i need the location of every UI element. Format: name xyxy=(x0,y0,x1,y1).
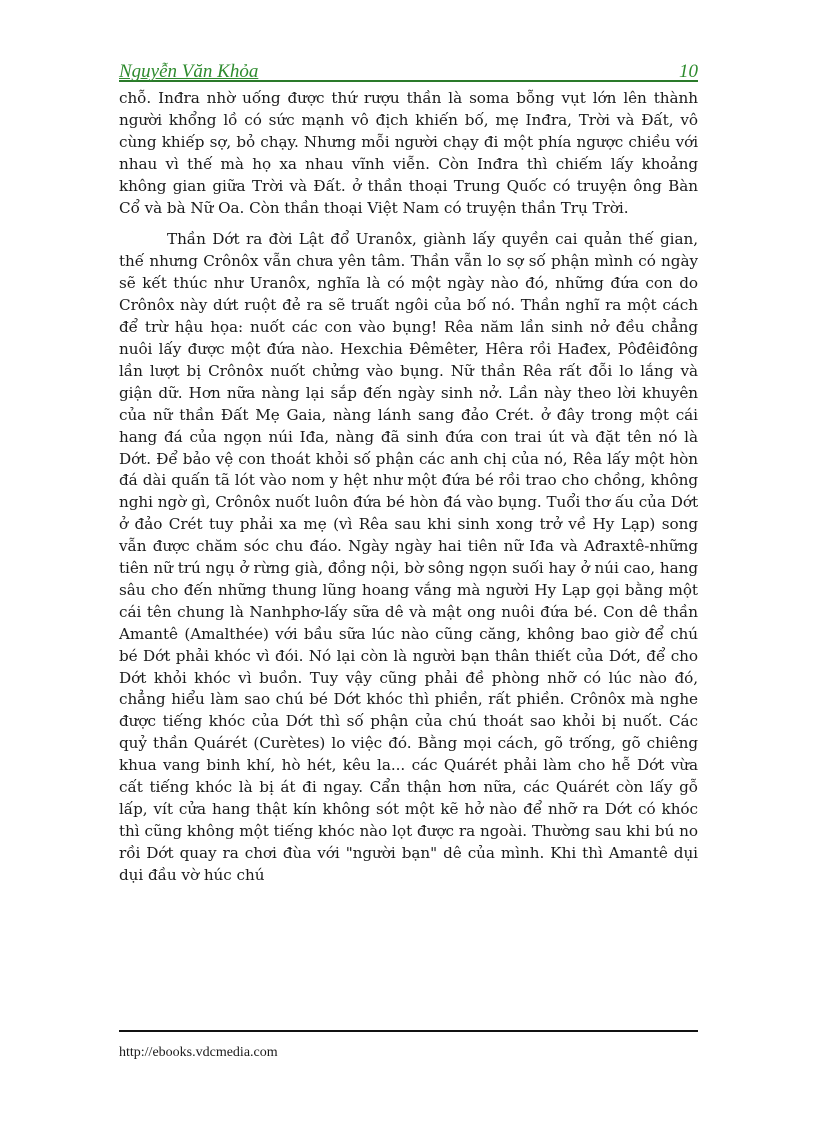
page-body xyxy=(119,88,698,897)
page-number: 10 xyxy=(679,61,698,82)
footer-url-link[interactable]: http://ebooks.vdcmedia.com xyxy=(119,1045,278,1060)
paragraph-2: Thần Dớt ra đời Lật đổ Uranôx, giành lấy quyền cai quản thế gian, thế nhưng Crônôx vẫn chưa yên tâm. Thần vẫn lo sợ số phận mình có ngày sẽ kết thúc như Uranôx, nghĩa là có một ngày nào đó, những đứa con do Crônôx này dứt ruột đẻ ra sẽ truất ngôi của bố nó. Thần nghĩ ra một cách để trừ hậu họa: nuốt các con vào bụng! Rêa năm lần sinh nở đều chẳng nuôi lấy được một đứa nào. Hexchia Đêmêter, Hêra rồi Hađex, Pôđêiđông lần lượt bị Crônôx nuốt chửng vào bụng. Nữ thần Rêa rất đỗi lo lắng và giận dữ. Hơn nữa nàng lại sắp đến ngày sinh nở. Lần này theo lời khuyên của nữ thần Đất Mẹ Gaia, nàng lánh sang đảo Crét. ở đây trong một cái hang đá của ngọn núi Iđa, nàng đã sinh đứa con trai út và đặt tên nó là Dớt. Để bảo vệ con thoát khỏi số phận các anh chị của nó, Rêa lấy một hòn đá dài quấn tã lót vào nom y hệt như một đứa bé rồi trao cho chồng, không nghi ngờ gì, Crônôx nuốt luôn đứa bé hòn đá vào bụng. Tuổi thơ ấu của Dớt ở đảo Crét tuy phải xa mẹ (vì Rêa sau khi sinh xong trở về Hy Lạp) song vẫn được chăm sóc chu đáo. Ngày ngày hai tiên nữ Iđa và Ađraxtê-những tiên nữ trú ngụ ở rừng già, đồng nội, bờ sông ngọn suối hay ở núi cao, hang sâu cho đến những thung lũng hoang vắng mà người Hy Lạp gọi bằng một cái tên chung là Nanhphơ-lấy sữa dê và mật ong nuôi đứa bé. Con dê thần Amantê (Amalthée) với bầu sữa lúc nào cũng căng, không bao giờ để chú bé Dớt phải khóc vì đói. Nó lại còn là người bạn thân thiết của Dớt, để cho Dớt khỏi khóc vì buồn. Tuy vậy cũng phải đề phòng nhỡ có lúc nào đó, chẳng hiểu làm sao chú bé Dớt khóc thì phiền, rất phiền. Crônôx mà nghe được tiếng khóc của Dớt thì số phận của chú thoát sao khỏi bị nuốt. Các quỷ thần Quárét (Curètes) lo việc đó. Bằng mọi cách, gõ trống, gõ chiêng khua vang binh khí, hò hét, kêu la... các Quárét phải làm cho hễ Dớt vừa cất tiếng khóc là bị át đi ngay. Cẩn thận hơn nữa, các Quárét còn lấy gỗ lấp, vít cửa hang thật kín không sót một kẽ hở nào để nhỡ ra Dớt có khóc thì cũng không một tiếng khóc nào lọt được ra ngoài. Thường sau khi bú no rồi Dớt quay ra chơi đùa với "người bạn" dê của mình. Khi thì Amantê dụi dụi đầu vờ húc chú xyxy=(119,230,698,884)
footer-divider xyxy=(119,1030,698,1032)
page-header xyxy=(119,58,698,82)
header-author: Nguyễn Văn Khỏa xyxy=(119,61,259,82)
paragraph-1: chỗ. Inđra nhờ uống được thứ rượu thần là soma bỗng vụt lớn lên thành người khổng lồ có sức mạnh vô địch khiến bố, mẹ Inđra, Trời và Đất, vô cùng khiếp sợ, bỏ chạy. Nhưng mỗi người chạy đi một phía ngược chiều với nhau vì thế mà họ xa nhau vĩnh viễn. Còn Inđra thì chiếm lấy khoảng không gian giữa Trời và Đất. ở thần thoại Trung Quốc có truyện ông Bàn Cổ và bà Nữ Oa. Còn thần thoại Việt Nam có truyện thần Trụ Trời. xyxy=(119,89,698,217)
